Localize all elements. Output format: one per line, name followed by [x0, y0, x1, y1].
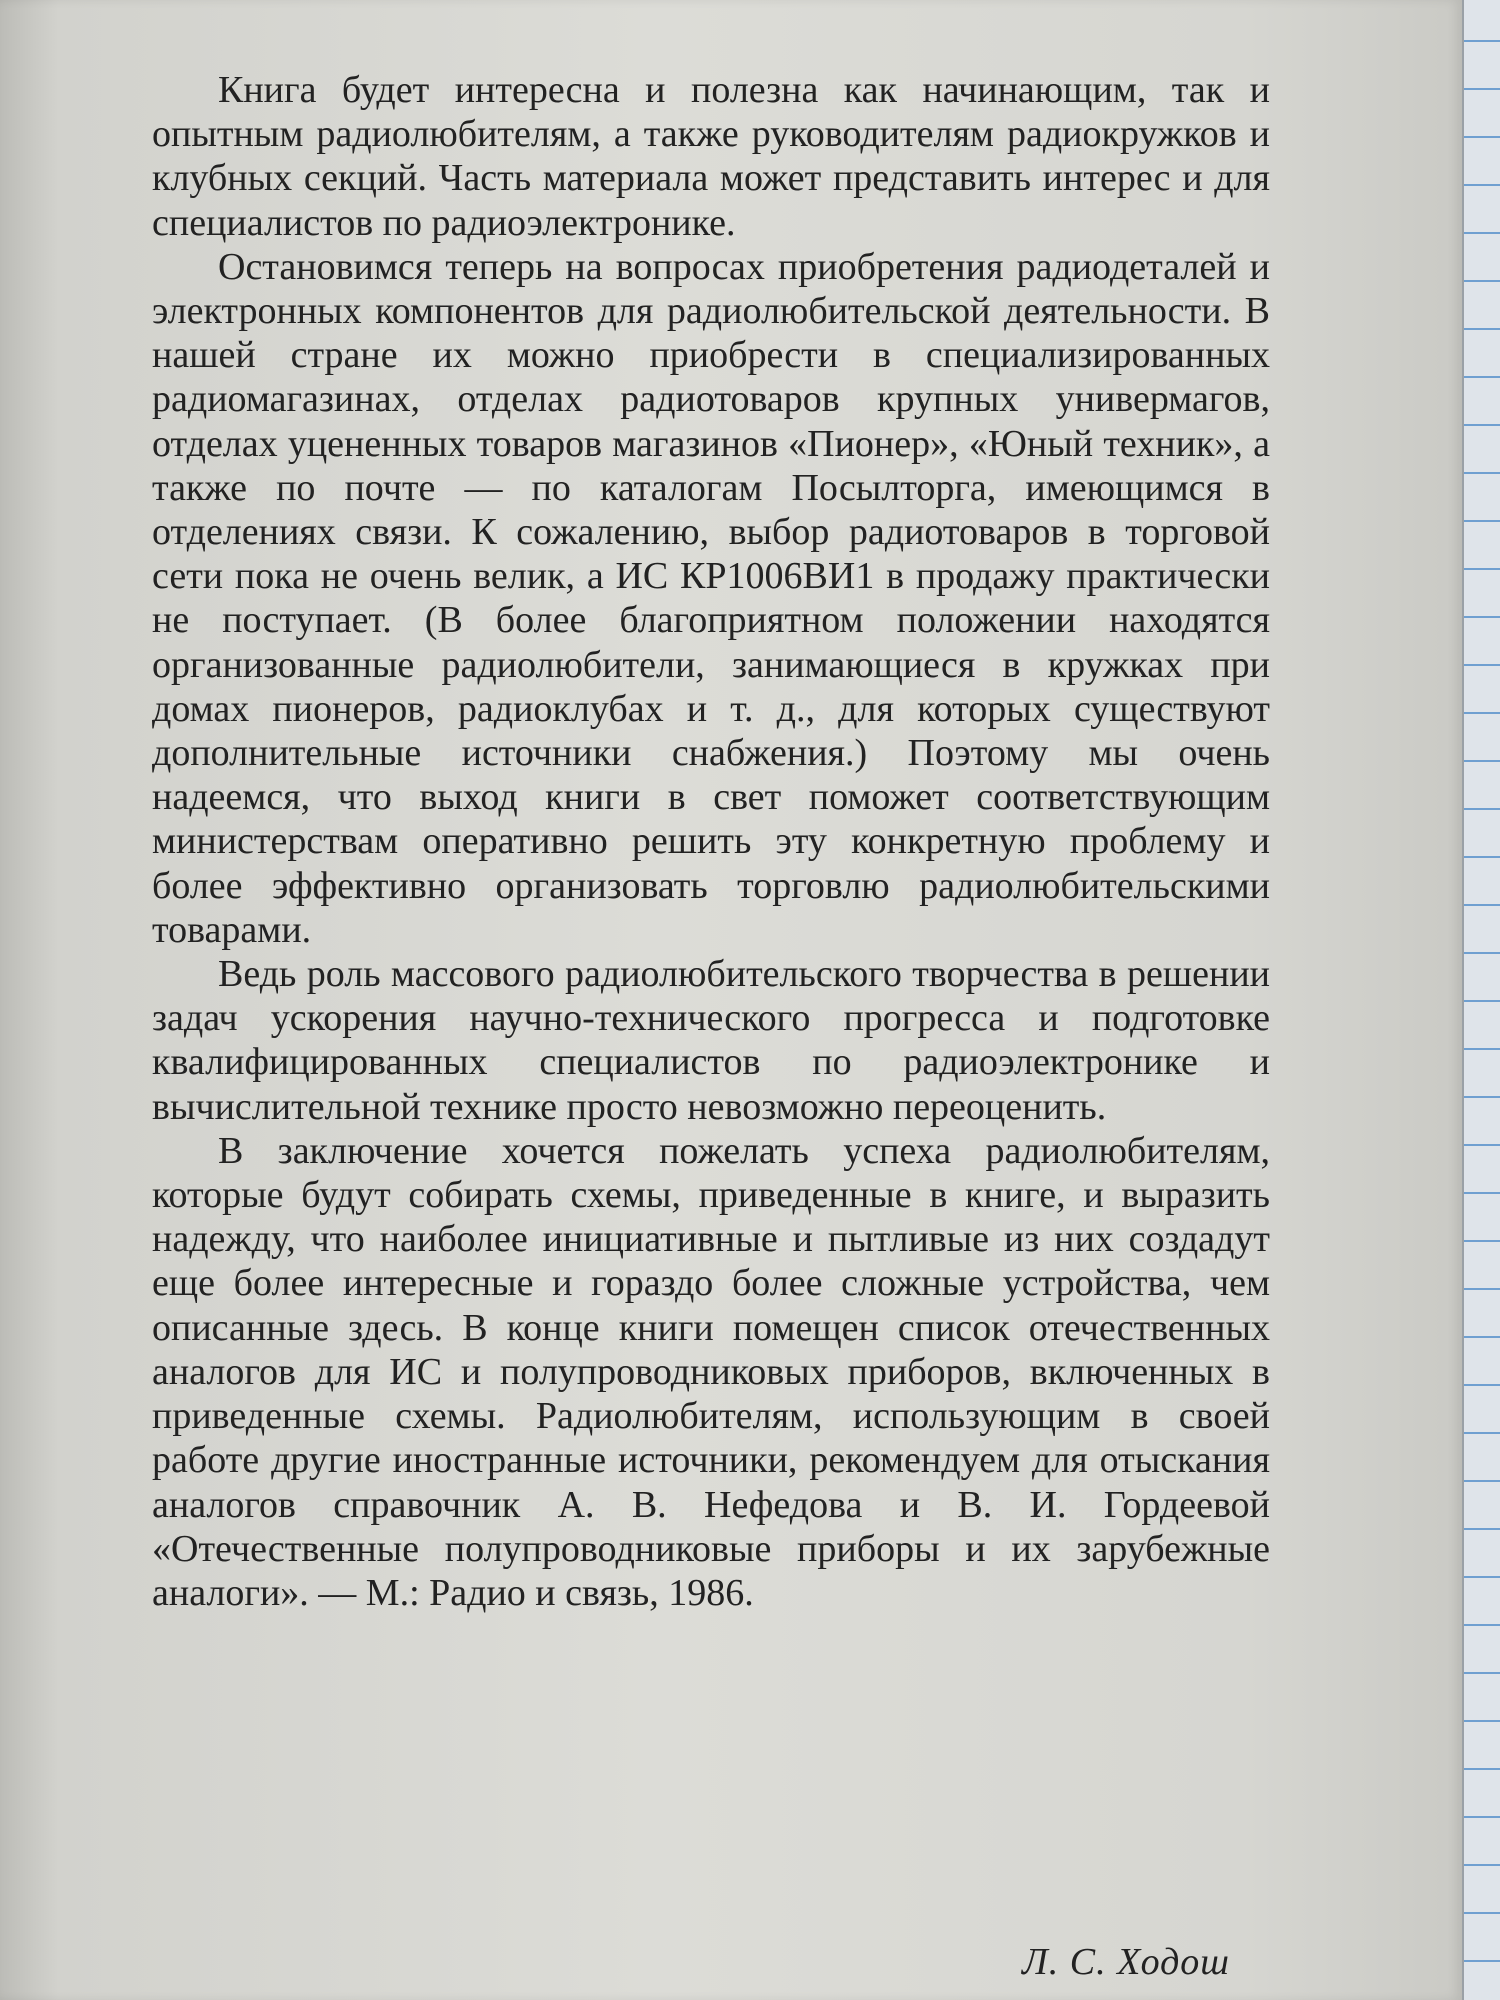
paragraph-conclusion: В заключение хочется пожелать успеха радиолюбителям, которые будут собирать схемы, приведенные в книге, и выразить надежду, что наиболее инициативные и пытливые из них создадут еще более интересные и гораздо более сложные устройства, чем описанные здесь. В конце книги помещен список отечественных аналогов для ИС и полупроводниковых приборов, включенных в приведенные схемы. Радиолюбителям, использующим в своей работе другие иностранные источники, рекомендуем для отыскания аналогов справочник А. В. Нефедова и В. И. Гордеевой «Отечественные полупроводниковые приборы и их зарубежные аналоги». — М.: Радио и связь, 1986. [152, 1129, 1270, 1614]
notebook-rule-line [1464, 280, 1500, 282]
notebook-rule-line [1464, 712, 1500, 714]
notebook-rule-line [1464, 760, 1500, 762]
notebook-rule-line [1464, 1000, 1500, 1002]
notebook-rule-line [1464, 1672, 1500, 1674]
notebook-rule-line [1464, 40, 1500, 42]
notebook-rule-line [1464, 1096, 1500, 1098]
notebook-rule-line [1464, 88, 1500, 90]
paragraph-components: Остановимся теперь на вопросах приобретения радиодеталей и электронных компонентов для радиолюбительской деятельности. В нашей стране их можно приобрести в специализированных радиомагазинах, отделах радиотоваров крупных универмагов, отделах уцененных товаров магазинов «Пионер», «Юный техник», а также по почте — по каталогам Посылторга, имеющимся в отделениях связи. К сожалению, выбор радиотоваров в торговой сети пока не очень велик, а ИС КР1006ВИ1 в продажу практически не поступает. (В более благоприятном положении находятся организованные радиолюбители, занимающиеся в кружках при домах пионеров, радиоклубах и т. д., для которых существуют дополнительные источники снабжения.) Поэтому мы очень надеемся, что выход книги в свет поможет соответствующим министерствам оперативно решить эту конкретную проблему и более эффективно организовать торговлю радиолюбительскими товарами. [152, 245, 1270, 951]
notebook-rule-line [1464, 1432, 1500, 1434]
notebook-rule-line [1464, 1720, 1500, 1722]
notebook-rule-line [1464, 856, 1500, 858]
notebook-edge [1462, 0, 1500, 2000]
notebook-rule-line [1464, 1144, 1500, 1146]
notebook-rule-line [1464, 952, 1500, 954]
notebook-rule-line [1464, 1192, 1500, 1194]
notebook-rule-line [1464, 1336, 1500, 1338]
notebook-rule-line [1464, 232, 1500, 234]
notebook-rule-line [1464, 424, 1500, 426]
notebook-rule-line [1464, 1768, 1500, 1770]
notebook-rule-line [1464, 1288, 1500, 1290]
notebook-rule-line [1464, 568, 1500, 570]
notebook-rule-line [1464, 904, 1500, 906]
author-signature: Л. С. Ходош [1022, 1941, 1230, 1983]
paragraph-intro: Книга будет интересна и полезна как начинающим, так и опытным радиолюбителям, а также руководителям радиокружков и клубных секций. Часть материала может представить интерес и для специалистов по радиоэлектронике. [152, 69, 1270, 244]
notebook-rule-line [1464, 1240, 1500, 1242]
notebook-rule-line [1464, 520, 1500, 522]
notebook-rule-line [1464, 472, 1500, 474]
notebook-rule-line [1464, 1864, 1500, 1866]
notebook-rule-line [1464, 1960, 1500, 1962]
notebook-rule-line [1464, 328, 1500, 330]
notebook-rule-line [1464, 1384, 1500, 1386]
body-text [152, 68, 1270, 1615]
notebook-rule-line [1464, 136, 1500, 138]
notebook-rule-line [1464, 808, 1500, 810]
notebook-rule-line [1464, 1528, 1500, 1530]
notebook-rule-line [1464, 1576, 1500, 1578]
notebook-rule-line [1464, 1816, 1500, 1818]
notebook-rule-line [1464, 1480, 1500, 1482]
notebook-rule-line [1464, 616, 1500, 618]
notebook-rule-line [1464, 184, 1500, 186]
paragraph-role: Ведь роль массового радиолюбительского творчества в решении задач ускорения научно-технического прогресса и подготовке квалифицированных специалистов по радиоэлектронике и вычислительной технике просто невозможно переоценить. [152, 953, 1270, 1128]
notebook-rule-line [1464, 1912, 1500, 1914]
notebook-rule-line [1464, 1048, 1500, 1050]
notebook-rule-line [1464, 664, 1500, 666]
notebook-rule-line [1464, 1624, 1500, 1626]
notebook-rule-line [1464, 376, 1500, 378]
